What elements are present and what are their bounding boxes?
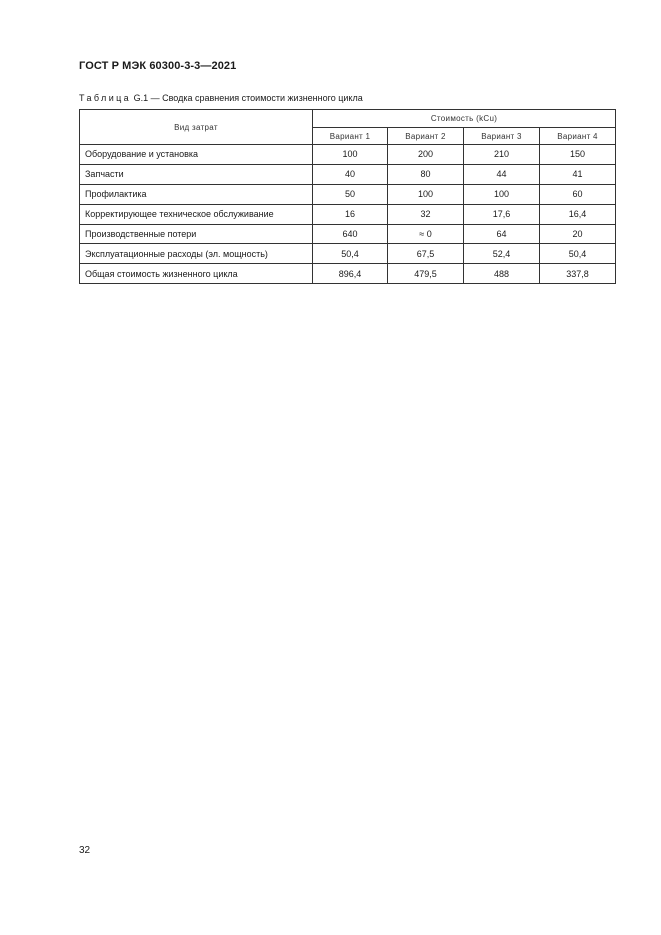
table-row xyxy=(80,204,616,224)
column-header-variant-3: Вариант 3 xyxy=(464,128,540,145)
column-header-variant-2: Вариант 2 xyxy=(388,128,464,145)
table-caption xyxy=(79,93,363,103)
cell-value: 60 xyxy=(540,184,616,204)
row-label: Корректирующее техническое обслуживание xyxy=(80,204,313,224)
row-label: Профилактика xyxy=(80,184,313,204)
table-header-row xyxy=(80,110,616,128)
cell-value: 896,4 xyxy=(313,264,388,284)
row-label: Общая стоимость жизненного цикла xyxy=(80,264,313,284)
cell-value: 200 xyxy=(388,145,464,165)
cell-value: 150 xyxy=(540,145,616,165)
cell-value: 337,8 xyxy=(540,264,616,284)
row-label: Производственные потери xyxy=(80,224,313,244)
cell-value: 16 xyxy=(313,204,388,224)
column-header-cost-type: Вид затрат xyxy=(80,110,313,145)
column-header-cost-group: Стоимость (kCu) xyxy=(313,110,616,128)
cell-value: 67,5 xyxy=(388,244,464,264)
table-row-total xyxy=(80,264,616,284)
cell-value: 44 xyxy=(464,164,540,184)
cell-value: 640 xyxy=(313,224,388,244)
table-row xyxy=(80,184,616,204)
cell-value: 52,4 xyxy=(464,244,540,264)
cell-value: 488 xyxy=(464,264,540,284)
cell-value: 17,6 xyxy=(464,204,540,224)
cell-value: 100 xyxy=(313,145,388,165)
cell-value: 64 xyxy=(464,224,540,244)
cell-value: 479,5 xyxy=(388,264,464,284)
row-label: Оборудование и установка xyxy=(80,145,313,165)
row-label: Запчасти xyxy=(80,164,313,184)
cell-value: 41 xyxy=(540,164,616,184)
document-header: ГОСТ Р МЭК 60300-3-3—2021 xyxy=(79,60,237,72)
table-caption-text: G.1 — Сводка сравнения стоимости жизненного цикла xyxy=(133,93,363,103)
cost-comparison-table xyxy=(79,109,616,284)
cell-value: 20 xyxy=(540,224,616,244)
column-header-variant-1: Вариант 1 xyxy=(313,128,388,145)
cell-value: 40 xyxy=(313,164,388,184)
table-row xyxy=(80,224,616,244)
cell-value: 100 xyxy=(388,184,464,204)
table-row xyxy=(80,244,616,264)
table-row xyxy=(80,164,616,184)
cell-value: 50 xyxy=(313,184,388,204)
cell-value: 32 xyxy=(388,204,464,224)
cell-value: ≈ 0 xyxy=(388,224,464,244)
table-caption-prefix: Таблица xyxy=(79,93,132,103)
column-header-variant-4: Вариант 4 xyxy=(540,128,616,145)
cell-value: 16,4 xyxy=(540,204,616,224)
page-number: 32 xyxy=(79,845,91,856)
cell-value: 50,4 xyxy=(313,244,388,264)
cell-value: 80 xyxy=(388,164,464,184)
table-row xyxy=(80,145,616,165)
row-label: Эксплуатационные расходы (эл. мощность) xyxy=(80,244,313,264)
cell-value: 100 xyxy=(464,184,540,204)
cell-value: 210 xyxy=(464,145,540,165)
cell-value: 50,4 xyxy=(540,244,616,264)
